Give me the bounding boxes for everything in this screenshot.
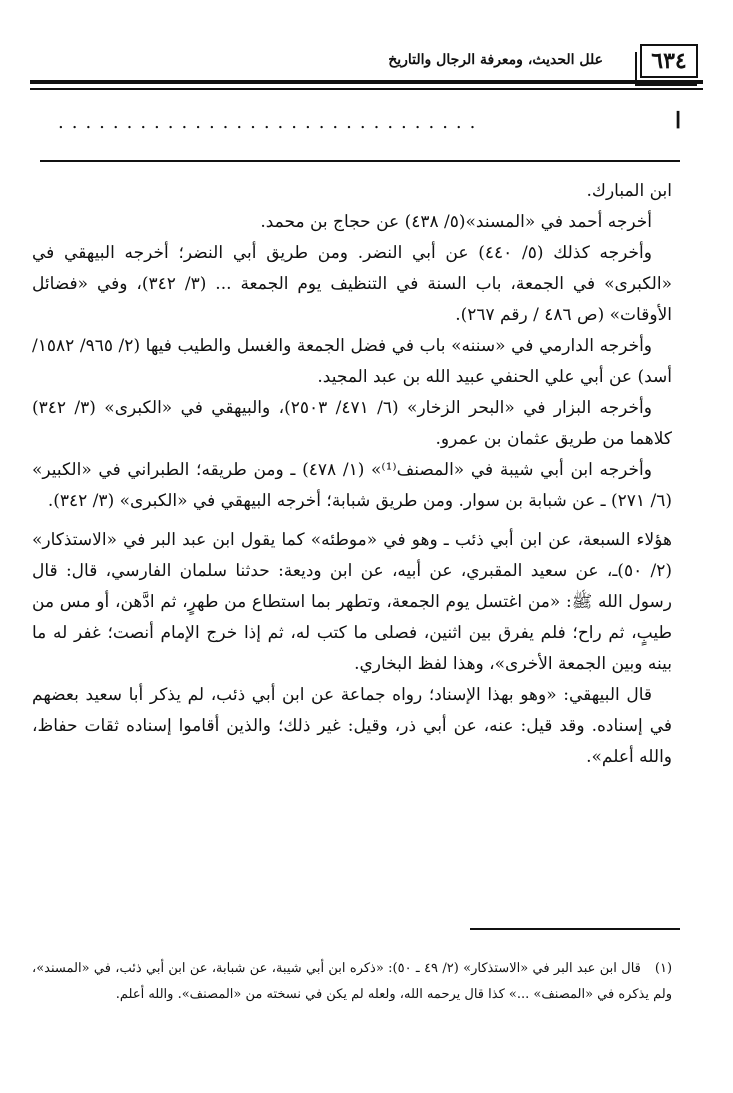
- page-header: [30, 44, 703, 84]
- footnote-number: (١): [654, 961, 673, 976]
- paragraph: أخرجه أحمد في «المسند»(٥/ ٤٣٨) عن حجاج بن محمد.: [260, 212, 652, 232]
- body-text: [32, 176, 672, 773]
- paragraph: وأخرجه ابن أبي شيبة في «المصنف⁽¹⁾» (١/ ٤٧٨) ـ ومن طريقه؛ الطبراني في «الكبير» (٦/ ٢٧١) ـ عن شبابة بن سوار. ومن طريق شبابة؛ أخرجه البيهقي في «الكبرى» (٣/ ٣٤٢).: [32, 460, 672, 511]
- section-divider: [40, 160, 680, 162]
- footnote-separator: [470, 928, 680, 930]
- ellipsis-line: ...............................: [58, 112, 484, 133]
- header-rule-thin: [30, 88, 703, 90]
- paragraph: وأخرجه البزار في «البحر الزخار» (٦/ ٤٧١/ ٢٥٠٣)، والبيهقي في «الكبرى» (٣/ ٣٤٢) كلاهما من طريق عثمان بن عمرو.: [32, 398, 672, 449]
- footnote: [32, 956, 672, 1008]
- paragraph: ابن المبارك.: [586, 181, 672, 201]
- section-marker: ا: [675, 108, 682, 134]
- paragraph: قال البيهقي: «وهو بهذا الإسناد؛ رواه جماعة عن ابن أبي ذئب، لم يذكر أبا سعيد بعضهم في إسناده. وقد قيل: عنه، عن أبي ذر، وقيل: غير ذلك؛ والذين أقاموا إسناده ثقات حفاظ، والله أعلم».: [32, 685, 672, 767]
- paragraph: وأخرجه الدارمي في «سننه» باب في فضل الجمعة والغسل والطيب فيها (٢/ ٩٦٥/ ١٥٨٢/ أسد) عن أبي علي الحنفي عبيد الله بن عبد المجيد.: [32, 336, 672, 387]
- paragraph: وأخرجه كذلك (٥/ ٤٤٠) عن أبي النضر. ومن طريق أبي النضر؛ أخرجه البيهقي في «الكبرى» في الجمعة، باب السنة في التنظيف يوم الجمعة ... (٣/ ٣٤٢)، وفي «فضائل الأوقات» (ص ٤٨٦ / رقم ٢٦٧).: [32, 243, 672, 325]
- paragraph: هؤلاء السبعة، عن ابن أبي ذئب ـ وهو في «موطئه» كما يقول ابن عبد البر في «الاستذكار» (٢/ ٥٠)ـ، عن سعيد المقبري، عن أبيه، عن ابن وديعة: حدثنا سلمان الفارسي، قال: قال رسول الله ﷺ: «من اغتسل يوم الجمعة، وتطهر بما استطاع من طهرٍ، ثم ادَّهن، أو مس من طيبٍ، ثم راح؛ فلم يفرق بين اثنين، فصلى ما كتب له، ثم إذا خرج الإمام أنصت؛ غفر له ما بينه وبين الجمعة الأخرى»، وهذا لفظ البخاري.: [32, 530, 672, 674]
- page-number: ٦٣٤: [640, 44, 698, 78]
- header-rule-thick: [30, 80, 703, 84]
- footnote-text: قال ابن عبد البر في «الاستذكار» (٢/ ٤٩ ـ ٥٠): «ذكره ابن أبي شيبة، عن شبابة، عن ابن أبي ذئب، في «المسند»، ولم يذكره في «المصنف» ...» كذا قال يرحمه الله، ولعله لم يكن في نسخته من «المصنف». والله أعلم.: [32, 961, 672, 1002]
- running-title: علل الحديث، ومعرفة الرجال والتاريخ: [388, 52, 603, 68]
